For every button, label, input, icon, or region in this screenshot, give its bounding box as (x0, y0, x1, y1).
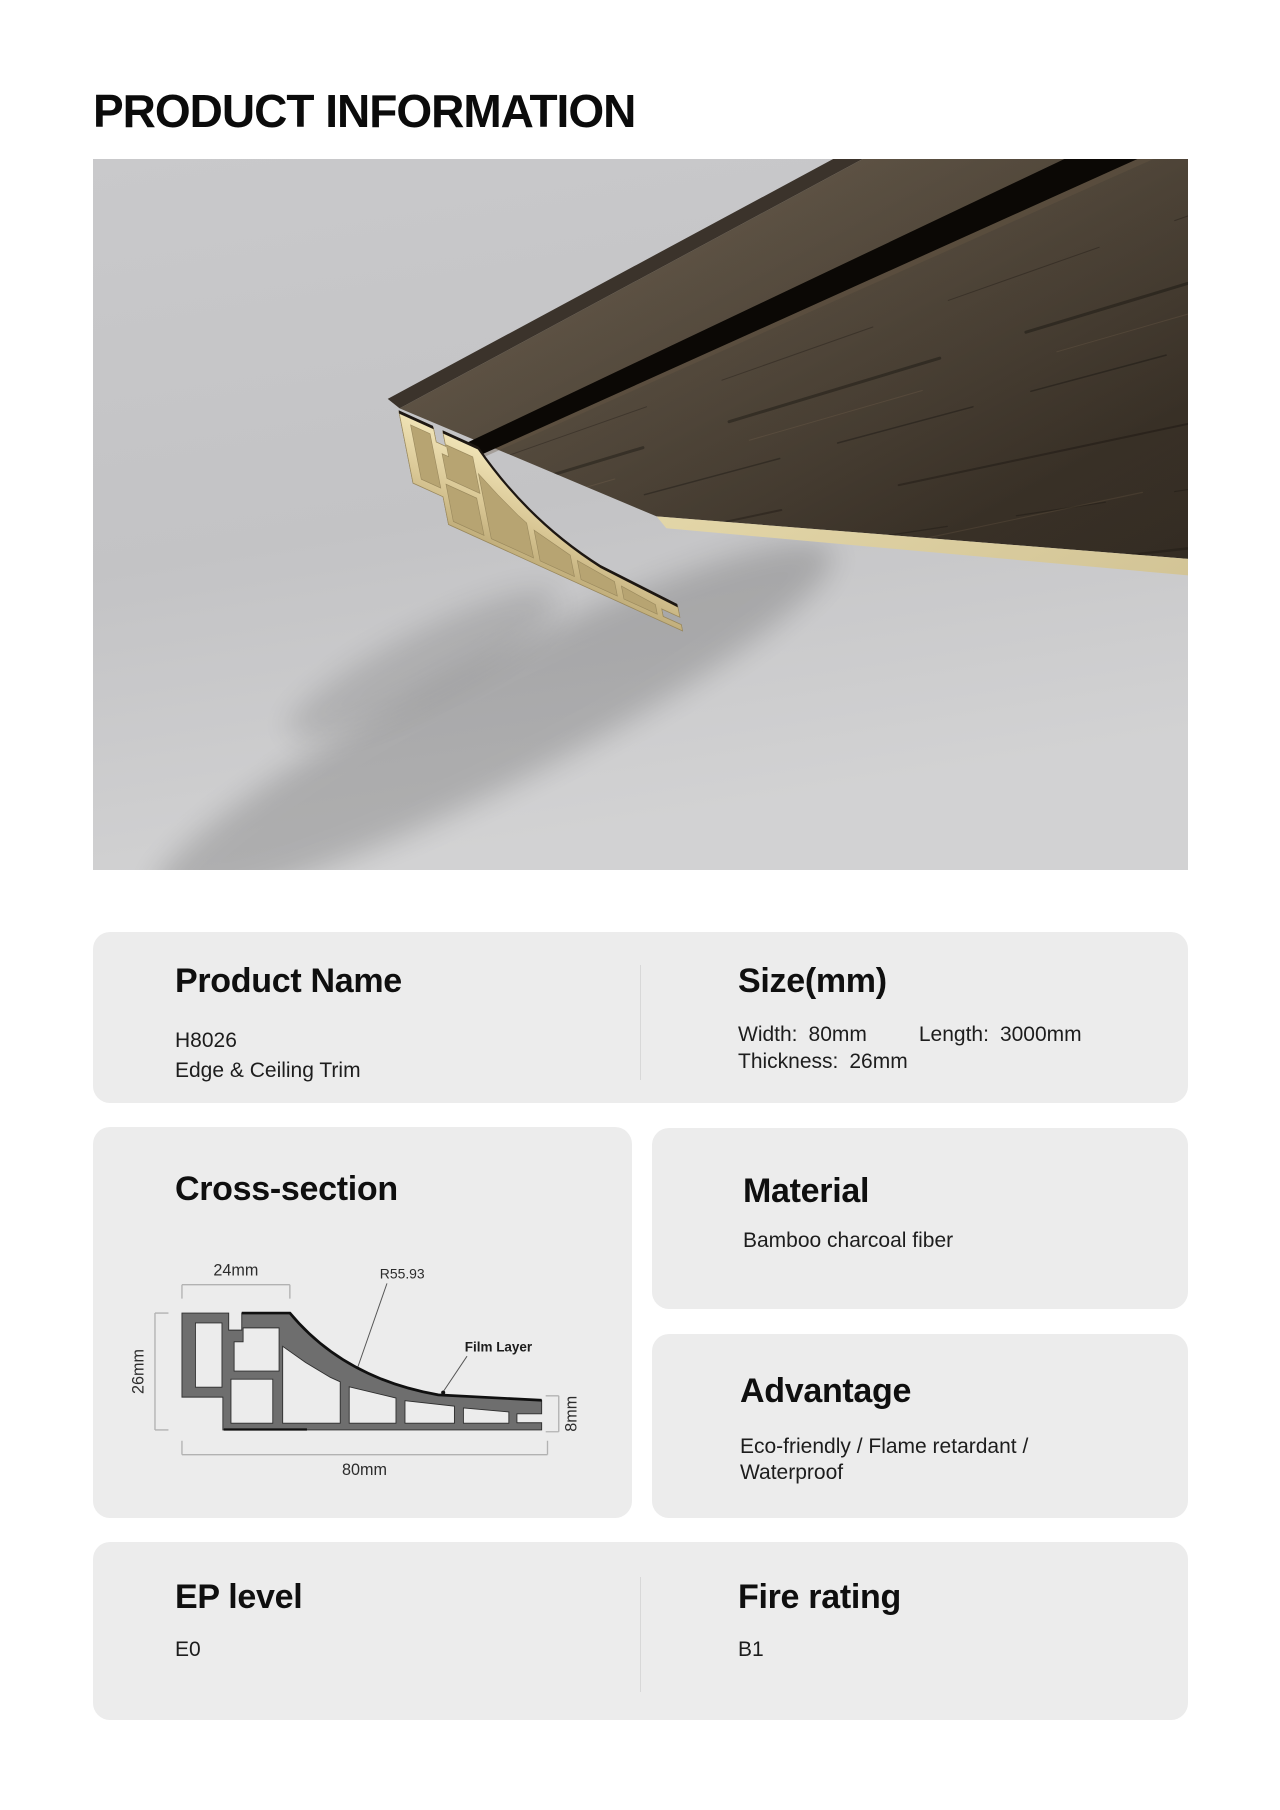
cross-section-diagram (119, 1259, 619, 1484)
size-width: Width: 80mm (738, 1023, 867, 1046)
size-heading: Size(mm) (738, 962, 887, 1000)
material-heading: Material (743, 1172, 870, 1210)
size-values (738, 1021, 1082, 1075)
cross-section-heading: Cross-section (175, 1170, 398, 1208)
product-type: Edge & Ceiling Trim (175, 1059, 361, 1082)
fire-rating-heading: Fire rating (738, 1578, 901, 1616)
size-length: Length: 3000mm (918, 1023, 1082, 1046)
label-height: 26mm (129, 1349, 148, 1394)
divider-row1 (640, 965, 641, 1080)
label-film-layer: Film Layer (464, 1339, 533, 1355)
size-line2 (738, 1048, 1082, 1075)
advantage-line1: Eco-friendly / Flame retardant / (740, 1435, 1029, 1458)
material-value: Bamboo charcoal fiber (743, 1229, 954, 1252)
divider-row3 (640, 1577, 641, 1692)
fire-rating-value: B1 (738, 1638, 764, 1661)
ep-level-value: E0 (175, 1638, 201, 1661)
product-name-value (175, 1026, 361, 1086)
card-advantage (652, 1334, 1188, 1518)
label-base-height: 8mm (562, 1395, 581, 1432)
size-line1 (738, 1021, 1082, 1048)
card-material (652, 1128, 1188, 1309)
page-title: PRODUCT INFORMATION (93, 85, 636, 137)
product-name-heading: Product Name (175, 962, 402, 1000)
advantage-value (740, 1434, 1028, 1486)
label-top-width: 24mm (213, 1261, 259, 1280)
label-radius: R55.93 (379, 1265, 425, 1282)
product-photo (93, 159, 1188, 870)
label-bottom-width: 80mm (342, 1460, 387, 1479)
ep-level-heading: EP level (175, 1578, 303, 1616)
advantage-line2: Waterproof (740, 1461, 844, 1484)
size-thickness: Thickness: 26mm (738, 1050, 908, 1073)
product-model: H8026 (175, 1029, 237, 1052)
advantage-heading: Advantage (740, 1372, 912, 1410)
